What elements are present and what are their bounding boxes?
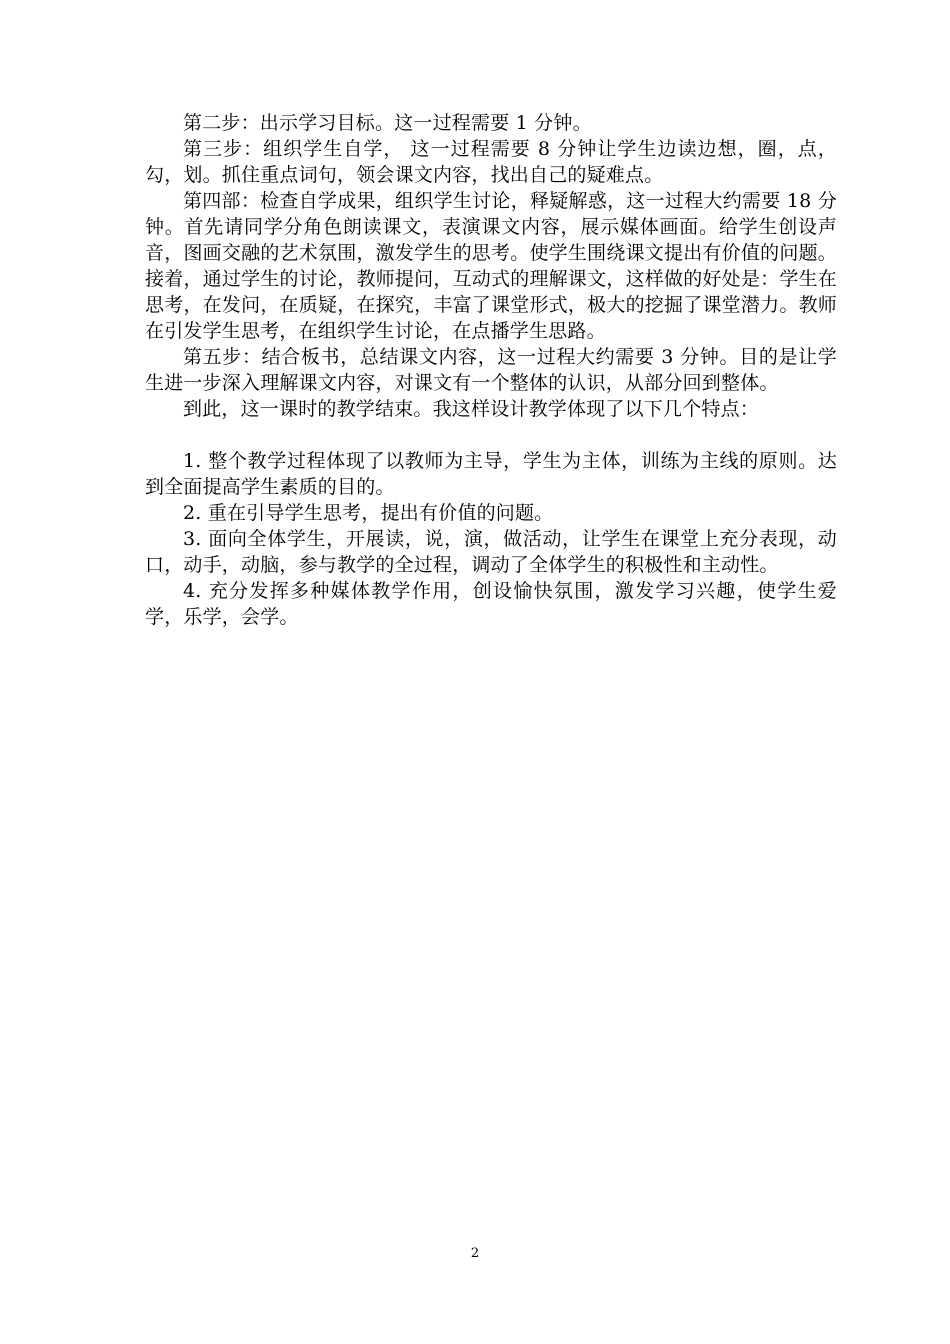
paragraph-step-five: 第五步：结合板书，总结课文内容，这一过程大约需要 3 分钟。目的是让学生进一步深入理解课文内容，对课文有一个整体的认识，从部分回到整体。	[145, 346, 837, 394]
list-item-feature-2: 2. 重在引导学生思考，提出有价值的问题。	[183, 502, 554, 524]
blank-line	[145, 422, 837, 448]
list-item-feature-3: 3. 面向全体学生，开展读，说，演，做活动，让学生在课堂上充分表现，动口，动手，动脑，参与教学的全过程，调动了全体学生的积极性和主动性。	[145, 528, 837, 576]
page-number: 2	[470, 1246, 480, 1261]
paragraph-step-two: 第二步：出示学习目标。这一过程需要 1 分钟。	[183, 112, 592, 134]
document-body	[145, 110, 837, 630]
paragraph-step-three: 第三步：组织学生自学， 这一过程需要 8 分钟让学生边读边想，圈，点，勾，划。抓住重点词句，领会课文内容，找出自己的疑难点。	[145, 138, 837, 186]
list-item-feature-4: 4. 充分发挥多种媒体教学作用，创设愉快氛围，激发学习兴趣，使学生爱学，乐学，会学。	[145, 580, 837, 628]
list-item-feature-1: 1. 整个教学过程体现了以教师为主导，学生为主体，训练为主线的原则。达到全面提高学生素质的目的。	[145, 450, 837, 498]
paragraph-step-four: 第四部：检查自学成果，组织学生讨论，释疑解惑，这一过程大约需要 18 分钟。首先请同学分角色朗读课文，表演课文内容，展示媒体画面。给学生创设声音，图画交融的艺术氛围，激发学生的思考。使学生围绕课文提出有价值的问题。接着，通过学生的讨论，教师提问，互动式的理解课文，这样做的好处是：学生在思考，在发问，在质疑，在探究，丰富了课堂形式，极大的挖掘了课堂潜力。教师在引发学生思考，在组织学生讨论，在点播学生思路。	[145, 190, 837, 342]
paragraph-conclusion: 到此，这一课时的教学结束。我这样设计教学体现了以下几个特点：	[183, 398, 760, 420]
